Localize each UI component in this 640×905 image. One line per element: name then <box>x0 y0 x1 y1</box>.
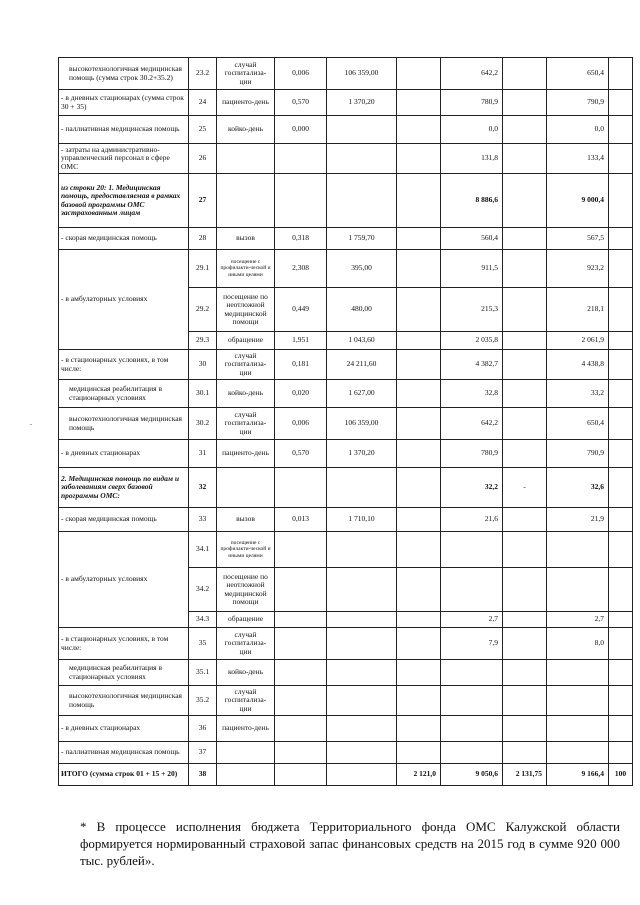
row-code: 33 <box>189 508 217 532</box>
row-unit: обращение <box>217 332 275 350</box>
cell-c3 <box>397 532 441 568</box>
row-unit: случай госпитализа-ции <box>217 628 275 660</box>
cell-c6: 33,2 <box>547 380 609 408</box>
cell-cost: 1 370,20 <box>327 440 397 468</box>
cell-c7 <box>609 380 633 408</box>
cell-c3 <box>397 116 441 144</box>
cell-c7 <box>609 716 633 742</box>
cell-cost: 1 043,60 <box>327 332 397 350</box>
cell-c6: 0,0 <box>547 116 609 144</box>
row-name: - паллиативная медицинская помощь <box>59 742 189 764</box>
cell-c3 <box>397 508 441 532</box>
cell-cost <box>327 144 397 174</box>
row-name: - в стационарных условиях, в том числе: <box>59 350 189 380</box>
cell-c7 <box>609 628 633 660</box>
table-row <box>59 174 633 228</box>
cell-c4 <box>441 660 503 686</box>
row-code: 35 <box>189 628 217 660</box>
cell-c6 <box>547 716 609 742</box>
cell-cost: 106 359,00 <box>327 408 397 440</box>
row-name: медицинская реабилитация в стационарных условиях <box>59 380 189 408</box>
cell-c7 <box>609 174 633 228</box>
cell-c4: 560,4 <box>441 228 503 250</box>
cell-c7 <box>609 408 633 440</box>
cell-c6: 2,7 <box>547 612 609 628</box>
cell-c5 <box>503 568 547 612</box>
table-row <box>59 532 633 568</box>
row-code: 25 <box>189 116 217 144</box>
total-label: ИТОГО (сумма строк 01 + 15 + 20) <box>59 764 189 786</box>
table-row <box>59 250 633 288</box>
cell-c6: 4 438,8 <box>547 350 609 380</box>
cell-c4: 780,9 <box>441 90 503 116</box>
row-unit: случай госпитализа-ции <box>217 408 275 440</box>
row-name: высокотехнологичная медицинская помощь (сумма строк 30.2+35.2) <box>59 58 189 90</box>
cell-c4: 4 382,7 <box>441 350 503 380</box>
cell-cost: 1 759,70 <box>327 228 397 250</box>
cell-c7 <box>609 612 633 628</box>
cell-norm <box>275 612 327 628</box>
cell-c5 <box>503 332 547 350</box>
cell-norm <box>275 144 327 174</box>
cell-c7 <box>609 508 633 532</box>
cell-norm: 0,449 <box>275 288 327 332</box>
row-code: 26 <box>189 144 217 174</box>
row-code: 29.3 <box>189 332 217 350</box>
cell-c5 <box>503 90 547 116</box>
cell-c7 <box>609 468 633 508</box>
cell-c5 <box>503 508 547 532</box>
cell-cost <box>327 612 397 628</box>
row-unit: случай госпитализа-ции <box>217 58 275 90</box>
row-unit <box>217 764 275 786</box>
cell-c6: 9 000,4 <box>547 174 609 228</box>
row-name: - скорая медицинская помощь <box>59 228 189 250</box>
cell-c4: 642,2 <box>441 58 503 90</box>
cell-c5 <box>503 58 547 90</box>
cell-c5 <box>503 380 547 408</box>
cell-c6: 21,9 <box>547 508 609 532</box>
row-unit: случай госпитализа-ции <box>217 350 275 380</box>
cell-c4: 131,8 <box>441 144 503 174</box>
cell-c3 <box>397 612 441 628</box>
row-unit <box>217 144 275 174</box>
cell-c3 <box>397 288 441 332</box>
table-row <box>59 144 633 174</box>
row-unit <box>217 468 275 508</box>
cell-norm: 0,020 <box>275 380 327 408</box>
row-code: 23.2 <box>189 58 217 90</box>
cell-c7 <box>609 350 633 380</box>
cell-c4: 215,3 <box>441 288 503 332</box>
cell-c7 <box>609 228 633 250</box>
cell-cost: 1 710,10 <box>327 508 397 532</box>
table-row <box>59 408 633 440</box>
cell-c7 <box>609 90 633 116</box>
row-name: - в дневных стационарах (сумма строк 30 + 35) <box>59 90 189 116</box>
cell-c7 <box>609 532 633 568</box>
cell-c4 <box>441 568 503 612</box>
cell-c6: 790,9 <box>547 90 609 116</box>
row-unit: посещение по неотложной медицинской помощи <box>217 288 275 332</box>
table-row <box>59 228 633 250</box>
cell-cost <box>327 532 397 568</box>
cell-c4 <box>441 532 503 568</box>
cell-c4: 7,9 <box>441 628 503 660</box>
cell-c4 <box>441 686 503 716</box>
cell-cost <box>327 628 397 660</box>
cell-c6: 2 061,9 <box>547 332 609 350</box>
cell-c6: 650,4 <box>547 408 609 440</box>
table-row <box>59 90 633 116</box>
cell-norm: 0,006 <box>275 408 327 440</box>
cell-c3 <box>397 568 441 612</box>
cell-c5 <box>503 250 547 288</box>
cell-c7 <box>609 440 633 468</box>
cell-c6: 650,4 <box>547 58 609 90</box>
cell-c3 <box>397 380 441 408</box>
cell-c4 <box>441 742 503 764</box>
cell-c5 <box>503 628 547 660</box>
margin-mark: . <box>30 418 32 427</box>
cell-c6: 32,6 <box>547 468 609 508</box>
cell-cost <box>327 116 397 144</box>
cell-c6: 567,5 <box>547 228 609 250</box>
row-name: - в стационарных условиях, в том числе: <box>59 628 189 660</box>
section-heading: 2. Медицинская помощь по видам и заболеваниям сверх базовой программы ОМС: <box>59 468 189 508</box>
cell-c3 <box>397 686 441 716</box>
cell-cost: 480,00 <box>327 288 397 332</box>
row-name: - скорая медицинская помощь <box>59 508 189 532</box>
cell-cost: 24 211,60 <box>327 350 397 380</box>
row-code: 24 <box>189 90 217 116</box>
cell-c5: - <box>503 468 547 508</box>
cell-c7 <box>609 568 633 612</box>
row-code: 35.1 <box>189 660 217 686</box>
cell-norm <box>275 660 327 686</box>
cell-c5 <box>503 350 547 380</box>
table-row <box>59 716 633 742</box>
cell-cost <box>327 742 397 764</box>
cell-c6: 790,9 <box>547 440 609 468</box>
row-code: 27 <box>189 174 217 228</box>
cell-c5 <box>503 716 547 742</box>
tariff-table <box>58 57 633 786</box>
row-code: 34.2 <box>189 568 217 612</box>
cell-c4: 780,9 <box>441 440 503 468</box>
table-row <box>59 116 633 144</box>
cell-c6: 9 166,4 <box>547 764 609 786</box>
table-row <box>59 742 633 764</box>
row-code: 38 <box>189 764 217 786</box>
cell-c3 <box>397 332 441 350</box>
cell-c5 <box>503 228 547 250</box>
cell-c4: 642,2 <box>441 408 503 440</box>
cell-c7 <box>609 686 633 716</box>
row-name: медицинская реабилитация в стационарных условиях <box>59 660 189 686</box>
cell-c5 <box>503 288 547 332</box>
cell-norm: 0,181 <box>275 350 327 380</box>
row-name: высокотехнологичная медицинская помощь <box>59 686 189 716</box>
cell-c4: 0,0 <box>441 116 503 144</box>
row-name: - затраты на административно-управленческий персонал в сфере ОМС <box>59 144 189 174</box>
cell-c4: 32,8 <box>441 380 503 408</box>
cell-c5 <box>503 660 547 686</box>
cell-c5 <box>503 686 547 716</box>
cell-c4: 2,7 <box>441 612 503 628</box>
cell-c4: 32,2 <box>441 468 503 508</box>
row-name: - паллиативная медицинская помощь <box>59 116 189 144</box>
cell-c3 <box>397 58 441 90</box>
table-row <box>59 440 633 468</box>
cell-norm <box>275 716 327 742</box>
row-unit: пациенто-день <box>217 716 275 742</box>
cell-c4 <box>441 716 503 742</box>
cell-norm: 0,570 <box>275 90 327 116</box>
table-row <box>59 628 633 660</box>
cell-c5 <box>503 408 547 440</box>
cell-norm: 0,006 <box>275 58 327 90</box>
row-name: - в амбулаторных условиях <box>59 250 189 350</box>
table-row <box>59 350 633 380</box>
row-unit <box>217 742 275 764</box>
row-unit: пациенто-день <box>217 440 275 468</box>
footnote-text: * В процессе исполнения бюджета Территориального фонда ОМС Калужской области формируется нормированный страховой запас финансовых средств на 2015 год в сумме 920 000 тыс. рублей». <box>80 819 620 868</box>
cell-c5 <box>503 742 547 764</box>
cell-c3 <box>397 716 441 742</box>
cell-norm: 2,308 <box>275 250 327 288</box>
cell-c7 <box>609 144 633 174</box>
cell-c5 <box>503 116 547 144</box>
table-row <box>59 686 633 716</box>
row-code: 30.2 <box>189 408 217 440</box>
row-unit: койко-день <box>217 380 275 408</box>
cell-norm <box>275 174 327 228</box>
row-code: 34.1 <box>189 532 217 568</box>
cell-c7: 100 <box>609 764 633 786</box>
cell-norm <box>275 628 327 660</box>
row-unit: вызов <box>217 508 275 532</box>
cell-norm: 0,013 <box>275 508 327 532</box>
row-unit: койко-день <box>217 660 275 686</box>
row-code: 36 <box>189 716 217 742</box>
cell-c3 <box>397 628 441 660</box>
cell-c5: 2 131,75 <box>503 764 547 786</box>
row-code: 34.3 <box>189 612 217 628</box>
cell-c3 <box>397 228 441 250</box>
row-unit: посещение по неотложной медицинской помощи <box>217 568 275 612</box>
table-row <box>59 468 633 508</box>
cell-c5 <box>503 532 547 568</box>
cell-norm <box>275 686 327 716</box>
row-unit: посещение с профилакти-ческой и иными целями <box>217 250 275 288</box>
cell-cost: 1 370,20 <box>327 90 397 116</box>
cell-c5 <box>503 144 547 174</box>
row-code: 37 <box>189 742 217 764</box>
cell-norm <box>275 532 327 568</box>
row-unit: обращение <box>217 612 275 628</box>
row-unit: вызов <box>217 228 275 250</box>
cell-c3 <box>397 468 441 508</box>
cell-c7 <box>609 116 633 144</box>
cell-norm <box>275 764 327 786</box>
cell-c7 <box>609 660 633 686</box>
cell-c3 <box>397 440 441 468</box>
cell-c5 <box>503 612 547 628</box>
cell-norm <box>275 468 327 508</box>
cell-cost: 1 627,00 <box>327 380 397 408</box>
table-row <box>59 508 633 532</box>
row-unit: пациенто-день <box>217 90 275 116</box>
cell-cost <box>327 660 397 686</box>
table-row <box>59 58 633 90</box>
row-unit: посещение с профилакти-ческой и иными целями <box>217 532 275 568</box>
cell-c6: 8,0 <box>547 628 609 660</box>
cell-c6 <box>547 660 609 686</box>
row-code: 32 <box>189 468 217 508</box>
cell-c7 <box>609 250 633 288</box>
cell-c4: 21,6 <box>441 508 503 532</box>
cell-norm <box>275 742 327 764</box>
section-heading: из строки 20: 1. Медицинская помощь, предоставляемая в рамках базовой программы ОМС застрахованным лицам <box>59 174 189 228</box>
cell-norm: 0,570 <box>275 440 327 468</box>
cell-cost <box>327 686 397 716</box>
cell-c6 <box>547 568 609 612</box>
cell-c3 <box>397 174 441 228</box>
cell-norm: 0,000 <box>275 116 327 144</box>
cell-c3 <box>397 90 441 116</box>
cell-c6: 218,1 <box>547 288 609 332</box>
row-name: - в амбулаторных условиях <box>59 532 189 628</box>
cell-c3: 2 121,0 <box>397 764 441 786</box>
row-unit <box>217 174 275 228</box>
cell-c3 <box>397 660 441 686</box>
cell-c3 <box>397 350 441 380</box>
cell-c4: 911,5 <box>441 250 503 288</box>
row-name: - в дневных стационарах <box>59 440 189 468</box>
cell-c5 <box>503 440 547 468</box>
row-code: 35.2 <box>189 686 217 716</box>
row-code: 29.1 <box>189 250 217 288</box>
cell-c4: 8 886,6 <box>441 174 503 228</box>
row-code: 29.2 <box>189 288 217 332</box>
cell-c6: 923,2 <box>547 250 609 288</box>
cell-cost <box>327 568 397 612</box>
table-row <box>59 660 633 686</box>
cell-c7 <box>609 332 633 350</box>
cell-c7 <box>609 288 633 332</box>
cell-c5 <box>503 174 547 228</box>
row-unit: койко-день <box>217 116 275 144</box>
cell-cost: 395,00 <box>327 250 397 288</box>
cell-cost <box>327 174 397 228</box>
cell-c3 <box>397 742 441 764</box>
row-name: - в дневных стационарах <box>59 716 189 742</box>
row-code: 30.1 <box>189 380 217 408</box>
cell-cost <box>327 764 397 786</box>
table-row-total <box>59 764 633 786</box>
cell-cost: 106 359,00 <box>327 58 397 90</box>
cell-c6 <box>547 686 609 716</box>
cell-cost <box>327 468 397 508</box>
cell-norm: 1,951 <box>275 332 327 350</box>
footnote <box>80 818 620 869</box>
cell-norm: 0,318 <box>275 228 327 250</box>
cell-c4: 9 050,6 <box>441 764 503 786</box>
cell-c7 <box>609 58 633 90</box>
cell-c4: 2 035,8 <box>441 332 503 350</box>
cell-c7 <box>609 742 633 764</box>
row-unit: случай госпитализа-ции <box>217 686 275 716</box>
cell-c6 <box>547 532 609 568</box>
cell-norm <box>275 568 327 612</box>
row-code: 30 <box>189 350 217 380</box>
row-code: 28 <box>189 228 217 250</box>
row-code: 31 <box>189 440 217 468</box>
cell-c3 <box>397 144 441 174</box>
cell-c6 <box>547 742 609 764</box>
cell-c3 <box>397 250 441 288</box>
cell-cost <box>327 716 397 742</box>
cell-c3 <box>397 408 441 440</box>
cell-c6: 133,4 <box>547 144 609 174</box>
table-row <box>59 380 633 408</box>
row-name: высокотехнологичная медицинская помощь <box>59 408 189 440</box>
